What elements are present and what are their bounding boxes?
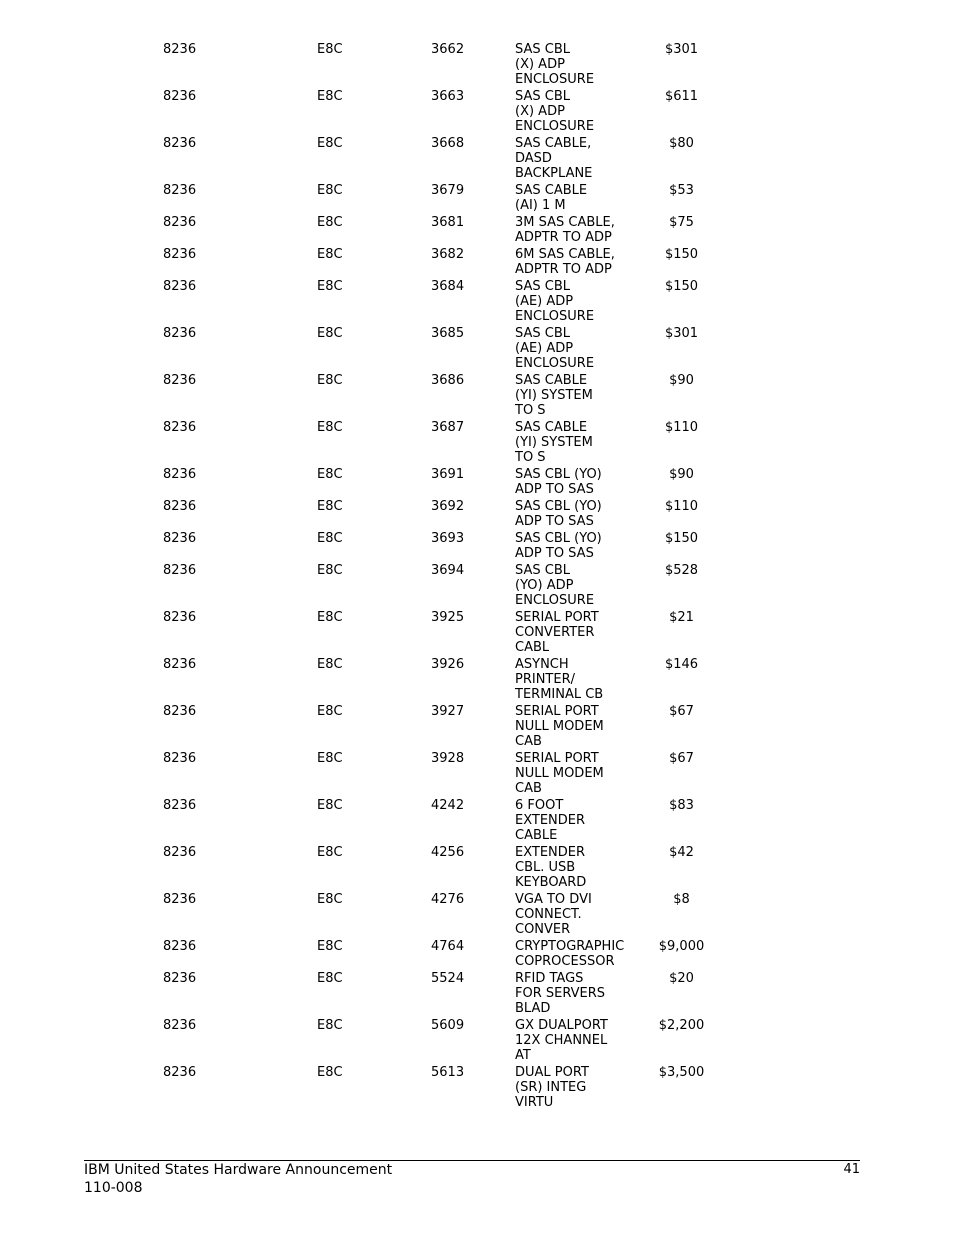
table-row bbox=[84, 213, 860, 245]
feature-number-cell: 3691 bbox=[431, 467, 465, 482]
model-cell: E8C bbox=[317, 215, 343, 230]
description-cell: 6M SAS CABLE, ADPTR TO ADP bbox=[515, 247, 615, 277]
description-cell: SAS CBL (X) ADP ENCLOSURE bbox=[515, 89, 595, 134]
description-cell: SAS CBL (X) ADP ENCLOSURE bbox=[515, 42, 595, 87]
machine-type-cell: 8236 bbox=[163, 499, 197, 514]
machine-type-cell: 8236 bbox=[163, 751, 197, 766]
model-cell: E8C bbox=[317, 563, 343, 578]
feature-number-cell: 4764 bbox=[431, 939, 465, 954]
table-row bbox=[84, 87, 860, 134]
table-row bbox=[84, 418, 860, 465]
table-row bbox=[84, 702, 860, 749]
feature-number-cell: 3925 bbox=[431, 610, 465, 625]
footer-title: IBM United States Hardware Announcement 110-008 bbox=[84, 1162, 393, 1196]
price-cell: $3,500 bbox=[658, 1065, 705, 1080]
feature-number-cell: 3682 bbox=[431, 247, 465, 262]
table-row bbox=[84, 277, 860, 324]
machine-type-cell: 8236 bbox=[163, 798, 197, 813]
feature-number-cell: 5613 bbox=[431, 1065, 465, 1080]
description-cell: SAS CBL (YO) ADP TO SAS bbox=[515, 499, 602, 529]
feature-number-cell: 3693 bbox=[431, 531, 465, 546]
machine-type-cell: 8236 bbox=[163, 183, 197, 198]
model-cell: E8C bbox=[317, 971, 343, 986]
machine-type-cell: 8236 bbox=[163, 136, 197, 151]
table-row bbox=[84, 529, 860, 561]
machine-type-cell: 8236 bbox=[163, 704, 197, 719]
description-cell: EXTENDER CBL. USB KEYBOARD bbox=[515, 845, 587, 890]
machine-type-cell: 8236 bbox=[163, 971, 197, 986]
machine-type-cell: 8236 bbox=[163, 42, 197, 57]
table-row bbox=[84, 890, 860, 937]
machine-type-cell: 8236 bbox=[163, 373, 197, 388]
description-cell: SAS CBL (AE) ADP ENCLOSURE bbox=[515, 326, 595, 371]
table-row bbox=[84, 561, 860, 608]
price-cell: $150 bbox=[664, 247, 699, 262]
description-cell: SAS CABLE, DASD BACKPLANE bbox=[515, 136, 593, 181]
model-cell: E8C bbox=[317, 183, 343, 198]
model-cell: E8C bbox=[317, 845, 343, 860]
description-cell: VGA TO DVI CONNECT. CONVER bbox=[515, 892, 592, 937]
machine-type-cell: 8236 bbox=[163, 215, 197, 230]
description-cell: SAS CBL (YO) ADP TO SAS bbox=[515, 531, 602, 561]
machine-type-cell: 8236 bbox=[163, 89, 197, 104]
price-cell: $42 bbox=[669, 845, 694, 860]
model-cell: E8C bbox=[317, 798, 343, 813]
feature-number-cell: 3684 bbox=[431, 279, 465, 294]
machine-type-cell: 8236 bbox=[163, 326, 197, 341]
price-cell: $67 bbox=[669, 704, 694, 719]
feature-number-cell: 3926 bbox=[431, 657, 465, 672]
price-cell: $8 bbox=[673, 892, 690, 907]
feature-number-cell: 3927 bbox=[431, 704, 465, 719]
description-cell: SERIAL PORT NULL MODEM CAB bbox=[515, 704, 604, 749]
description-cell: ASYNCH PRINTER/ TERMINAL CB bbox=[515, 657, 604, 702]
machine-type-cell: 8236 bbox=[163, 247, 197, 262]
price-cell: $90 bbox=[669, 467, 694, 482]
machine-type-cell: 8236 bbox=[163, 420, 197, 435]
table-row bbox=[84, 843, 860, 890]
machine-type-cell: 8236 bbox=[163, 845, 197, 860]
feature-number-cell: 3668 bbox=[431, 136, 465, 151]
price-cell: $90 bbox=[669, 373, 694, 388]
price-cell: $2,200 bbox=[658, 1018, 705, 1033]
description-cell: SAS CABLE (AI) 1 M bbox=[515, 183, 588, 213]
price-cell: $20 bbox=[669, 971, 694, 986]
table-row bbox=[84, 324, 860, 371]
model-cell: E8C bbox=[317, 939, 343, 954]
feature-number-cell: 3687 bbox=[431, 420, 465, 435]
description-cell: SAS CABLE (YI) SYSTEM TO S bbox=[515, 420, 593, 465]
feature-number-cell: 3685 bbox=[431, 326, 465, 341]
model-cell: E8C bbox=[317, 499, 343, 514]
model-cell: E8C bbox=[317, 657, 343, 672]
machine-type-cell: 8236 bbox=[163, 939, 197, 954]
model-cell: E8C bbox=[317, 531, 343, 546]
model-cell: E8C bbox=[317, 751, 343, 766]
table-row bbox=[84, 608, 860, 655]
price-cell: $75 bbox=[669, 215, 694, 230]
table-row bbox=[84, 655, 860, 702]
table-row bbox=[84, 245, 860, 277]
price-cell: $53 bbox=[669, 183, 694, 198]
price-cell: $146 bbox=[664, 657, 699, 672]
model-cell: E8C bbox=[317, 1018, 343, 1033]
feature-number-cell: 3681 bbox=[431, 215, 465, 230]
price-cell: $110 bbox=[664, 499, 699, 514]
description-cell: 3M SAS CABLE, ADPTR TO ADP bbox=[515, 215, 615, 245]
feature-number-cell: 4276 bbox=[431, 892, 465, 907]
table-row bbox=[84, 796, 860, 843]
feature-number-cell: 5524 bbox=[431, 971, 465, 986]
feature-number-cell: 3692 bbox=[431, 499, 465, 514]
machine-type-cell: 8236 bbox=[163, 892, 197, 907]
price-table bbox=[84, 40, 860, 1110]
price-cell: $528 bbox=[664, 563, 699, 578]
feature-number-cell: 5609 bbox=[431, 1018, 465, 1033]
feature-number-cell: 4242 bbox=[431, 798, 465, 813]
model-cell: E8C bbox=[317, 42, 343, 57]
table-row bbox=[84, 134, 860, 181]
description-cell: SAS CBL (YO) ADP ENCLOSURE bbox=[515, 563, 595, 608]
machine-type-cell: 8236 bbox=[163, 563, 197, 578]
machine-type-cell: 8236 bbox=[163, 610, 197, 625]
page-number: 41 bbox=[843, 1162, 860, 1177]
description-cell: RFID TAGS FOR SERVERS BLAD bbox=[515, 971, 606, 1016]
description-cell: SAS CABLE (YI) SYSTEM TO S bbox=[515, 373, 593, 418]
feature-number-cell: 3662 bbox=[431, 42, 465, 57]
table-row bbox=[84, 937, 860, 969]
price-cell: $110 bbox=[664, 420, 699, 435]
table-row bbox=[84, 465, 860, 497]
table-row bbox=[84, 749, 860, 796]
description-cell: 6 FOOT EXTENDER CABLE bbox=[515, 798, 586, 843]
model-cell: E8C bbox=[317, 326, 343, 341]
model-cell: E8C bbox=[317, 610, 343, 625]
model-cell: E8C bbox=[317, 1065, 343, 1080]
description-cell: GX DUALPORT 12X CHANNEL AT bbox=[515, 1018, 608, 1063]
model-cell: E8C bbox=[317, 373, 343, 388]
description-cell: DUAL PORT (SR) INTEG VIRTU bbox=[515, 1065, 589, 1110]
model-cell: E8C bbox=[317, 89, 343, 104]
feature-number-cell: 4256 bbox=[431, 845, 465, 860]
model-cell: E8C bbox=[317, 279, 343, 294]
price-cell: $611 bbox=[664, 89, 699, 104]
table-row bbox=[84, 40, 860, 87]
machine-type-cell: 8236 bbox=[163, 657, 197, 672]
price-cell: $21 bbox=[669, 610, 694, 625]
table-row bbox=[84, 181, 860, 213]
description-cell: SERIAL PORT NULL MODEM CAB bbox=[515, 751, 604, 796]
table-row bbox=[84, 969, 860, 1016]
price-cell: $301 bbox=[664, 326, 699, 341]
feature-number-cell: 3686 bbox=[431, 373, 465, 388]
description-cell: CRYPTOGRAPHIC COPROCESSOR bbox=[515, 939, 625, 969]
model-cell: E8C bbox=[317, 467, 343, 482]
machine-type-cell: 8236 bbox=[163, 1018, 197, 1033]
price-cell: $67 bbox=[669, 751, 694, 766]
description-cell: SAS CBL (YO) ADP TO SAS bbox=[515, 467, 602, 497]
feature-number-cell: 3663 bbox=[431, 89, 465, 104]
description-cell: SERIAL PORT CONVERTER CABL bbox=[515, 610, 599, 655]
model-cell: E8C bbox=[317, 420, 343, 435]
machine-type-cell: 8236 bbox=[163, 1065, 197, 1080]
feature-number-cell: 3928 bbox=[431, 751, 465, 766]
table-row bbox=[84, 497, 860, 529]
model-cell: E8C bbox=[317, 892, 343, 907]
price-cell: $83 bbox=[669, 798, 694, 813]
machine-type-cell: 8236 bbox=[163, 467, 197, 482]
price-cell: $150 bbox=[664, 279, 699, 294]
model-cell: E8C bbox=[317, 247, 343, 262]
price-cell: $9,000 bbox=[658, 939, 705, 954]
model-cell: E8C bbox=[317, 136, 343, 151]
price-cell: $80 bbox=[669, 136, 694, 151]
model-cell: E8C bbox=[317, 704, 343, 719]
machine-type-cell: 8236 bbox=[163, 279, 197, 294]
price-cell: $301 bbox=[664, 42, 699, 57]
table-row bbox=[84, 371, 860, 418]
feature-number-cell: 3679 bbox=[431, 183, 465, 198]
feature-number-cell: 3694 bbox=[431, 563, 465, 578]
machine-type-cell: 8236 bbox=[163, 531, 197, 546]
description-cell: SAS CBL (AE) ADP ENCLOSURE bbox=[515, 279, 595, 324]
price-cell: $150 bbox=[664, 531, 699, 546]
table-row bbox=[84, 1016, 860, 1063]
table-row bbox=[84, 1063, 860, 1110]
